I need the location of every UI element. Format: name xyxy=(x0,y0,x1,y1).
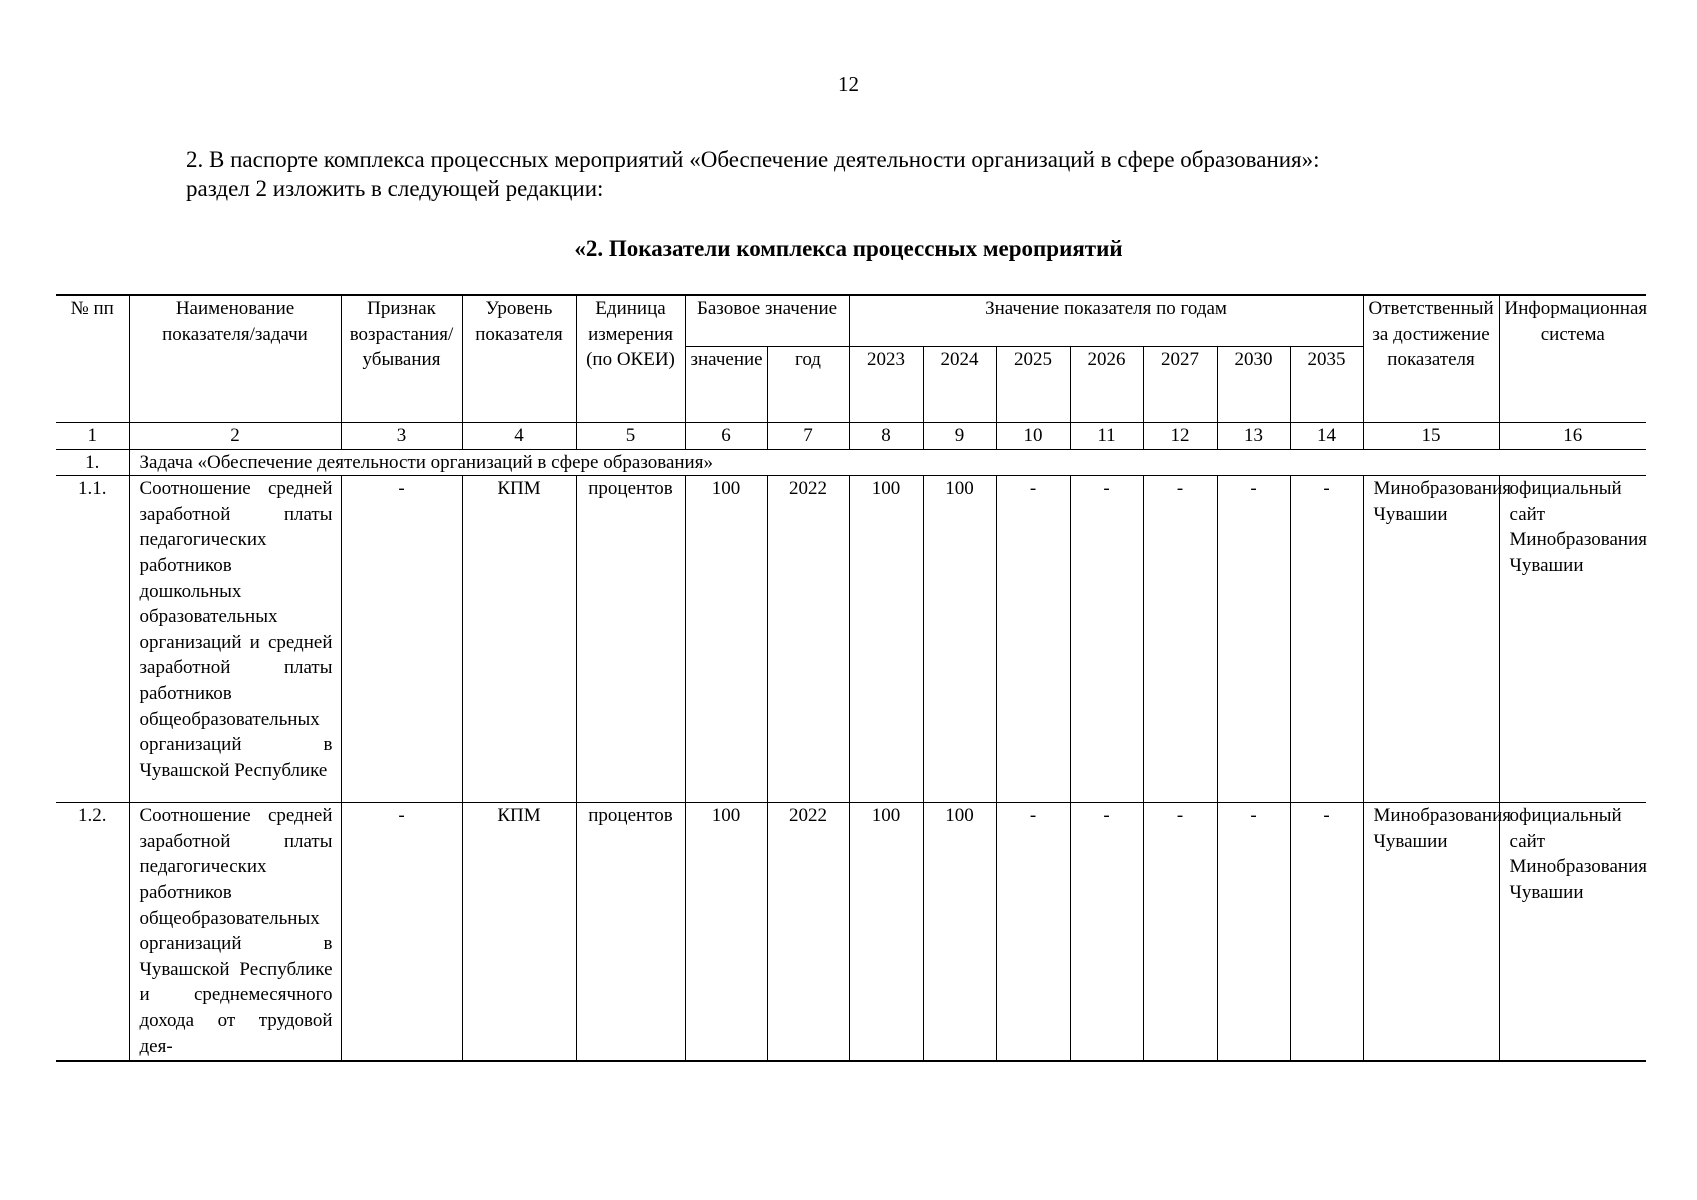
row-value-2023: 100 xyxy=(849,803,923,1061)
header-year-2023: 2023 xyxy=(849,347,923,423)
row-value-2035: - xyxy=(1290,803,1363,1061)
intro-paragraph xyxy=(186,145,1586,203)
row-responsible: Минобразования Чувашии xyxy=(1363,803,1499,1061)
header-years-group: Значение показателя по годам xyxy=(849,295,1363,347)
row-value-2030: - xyxy=(1217,476,1290,803)
column-number: 3 xyxy=(341,423,462,450)
header-base: Базовое значение xyxy=(685,295,849,347)
header-row-1 xyxy=(56,295,1646,347)
section-title: «2. Показатели комплекса процессных мероприятий xyxy=(574,236,1123,261)
row-info-system: официальный сайт Минобразования Чувашии xyxy=(1499,803,1646,1061)
task-num: 1. xyxy=(56,449,129,476)
row-value-2026: - xyxy=(1070,803,1143,1061)
header-year-2024: 2024 xyxy=(923,347,996,423)
row-sign: - xyxy=(341,476,462,803)
row-unit: процентов xyxy=(576,476,685,803)
column-number: 10 xyxy=(996,423,1070,450)
column-numbers-row xyxy=(56,423,1646,450)
header-unit: Единица измерения (по ОКЕИ) xyxy=(576,295,685,423)
intro-line-1: 2. В паспорте комплекса процессных мероприятий «Обеспечение деятельности организаций в сфере образования»: xyxy=(186,147,1320,172)
row-num: 1.2. xyxy=(56,803,129,1061)
row-unit: процентов xyxy=(576,803,685,1061)
row-base-value: 100 xyxy=(685,803,767,1061)
row-responsible: Минобразования Чувашии xyxy=(1363,476,1499,803)
column-number: 14 xyxy=(1290,423,1363,450)
page-number: 12 xyxy=(838,72,859,96)
column-number: 9 xyxy=(923,423,996,450)
header-year-2035: 2035 xyxy=(1290,347,1363,423)
table-row xyxy=(56,476,1646,803)
header-base-value: значение xyxy=(685,347,767,423)
header-year-2030: 2030 xyxy=(1217,347,1290,423)
column-number: 7 xyxy=(767,423,849,450)
header-name: Наименование показателя/задачи xyxy=(129,295,341,423)
row-sign: - xyxy=(341,803,462,1061)
row-value-2030: - xyxy=(1217,803,1290,1061)
header-level: Уровень показателя xyxy=(462,295,576,423)
column-number: 5 xyxy=(576,423,685,450)
row-level: КПМ xyxy=(462,476,576,803)
table-row xyxy=(56,803,1646,1061)
row-name: Соотношение средней заработной платы педагогических работников общеобразовательных организаций в Чувашской Республике и среднемесячного дохода от трудовой дея- xyxy=(129,803,341,1061)
header-year-2027: 2027 xyxy=(1143,347,1217,423)
task-text: Задача «Обеспечение деятельности организаций в сфере образования» xyxy=(129,449,1646,476)
header-base-year: год xyxy=(767,347,849,423)
indicators-table xyxy=(56,294,1646,1062)
row-value-2024: 100 xyxy=(923,476,996,803)
header-year-2026: 2026 xyxy=(1070,347,1143,423)
row-value-2025: - xyxy=(996,803,1070,1061)
row-value-2023: 100 xyxy=(849,476,923,803)
column-number: 16 xyxy=(1499,423,1646,450)
row-level: КПМ xyxy=(462,803,576,1061)
column-number: 8 xyxy=(849,423,923,450)
row-value-2026: - xyxy=(1070,476,1143,803)
row-value-2024: 100 xyxy=(923,803,996,1061)
column-number: 2 xyxy=(129,423,341,450)
row-base-year: 2022 xyxy=(767,803,849,1061)
column-number: 6 xyxy=(685,423,767,450)
header-info-system: Информационная система xyxy=(1499,295,1646,423)
header-sign: Признак возрастания/убывания xyxy=(341,295,462,423)
row-value-2027: - xyxy=(1143,476,1217,803)
column-number: 11 xyxy=(1070,423,1143,450)
header-year-2025: 2025 xyxy=(996,347,1070,423)
row-num: 1.1. xyxy=(56,476,129,803)
column-number: 13 xyxy=(1217,423,1290,450)
column-number: 1 xyxy=(56,423,129,450)
row-info-system: официальный сайт Минобразования Чувашии xyxy=(1499,476,1646,803)
header-num: № пп xyxy=(56,295,129,423)
row-value-2025: - xyxy=(996,476,1070,803)
column-number: 12 xyxy=(1143,423,1217,450)
row-value-2027: - xyxy=(1143,803,1217,1061)
header-responsible: Ответственный за достижение показателя xyxy=(1363,295,1499,423)
intro-line-2: раздел 2 изложить в следующей редакции: xyxy=(186,176,604,201)
row-value-2035: - xyxy=(1290,476,1363,803)
column-number: 15 xyxy=(1363,423,1499,450)
row-base-year: 2022 xyxy=(767,476,849,803)
row-name: Соотношение средней заработной платы педагогических работников дошкольных образовательных организаций и средней заработной платы работников общеобразовательных организаций в Чувашской Республике xyxy=(129,476,341,803)
column-number: 4 xyxy=(462,423,576,450)
row-base-value: 100 xyxy=(685,476,767,803)
task-row xyxy=(56,449,1646,476)
